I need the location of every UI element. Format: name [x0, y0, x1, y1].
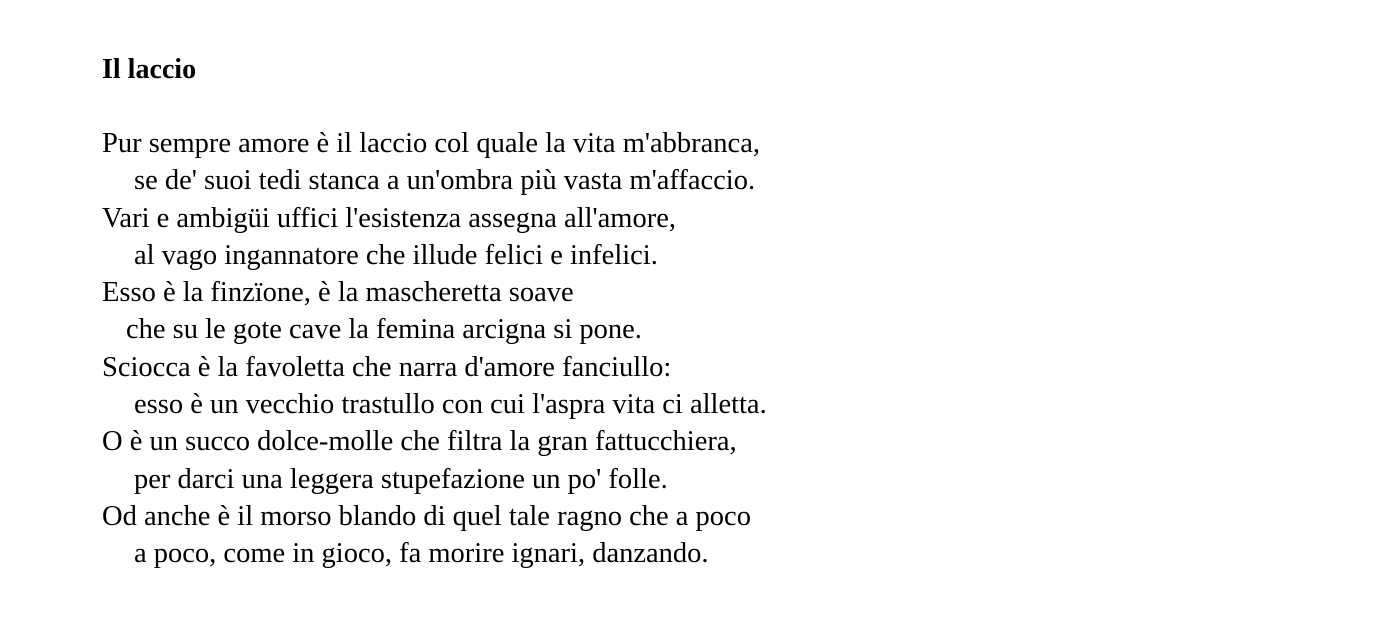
verse-line: se de' suoi tedi stanca a un'ombra più vasta m'affaccio.	[134, 165, 756, 197]
verse-line: Vari e ambigüi uffici l'esistenza assegna all'amore,	[102, 202, 676, 234]
poem-title: Il laccio	[102, 54, 197, 85]
verse-line: che su le gote cave la femina arcigna si pone.	[126, 314, 642, 346]
poem-body	[102, 125, 767, 573]
verse-line: esso è un vecchio trastullo con cui l'aspra vita ci alletta.	[134, 389, 767, 421]
verse-line: Pur sempre amore è il laccio col quale la vita m'abbranca,	[102, 128, 760, 159]
verse-line: Od anche è il morso blando di quel tale ragno che a poco	[102, 500, 751, 532]
verse-line: Esso è la finzïone, è la mascheretta soave	[102, 277, 574, 309]
verse-line: Sciocca è la favoletta che narra d'amore fanciullo:	[102, 351, 672, 383]
verse-line: a poco, come in gioco, fa morire ignari, danzando.	[134, 538, 709, 570]
verse-line: O è un succo dolce-molle che filtra la gran fattucchiera,	[102, 426, 737, 458]
verse-line: al vago ingannatore che illude felici e infelici.	[134, 239, 658, 271]
verse-line: per darci una leggera stupefazione un po' folle.	[134, 463, 668, 495]
